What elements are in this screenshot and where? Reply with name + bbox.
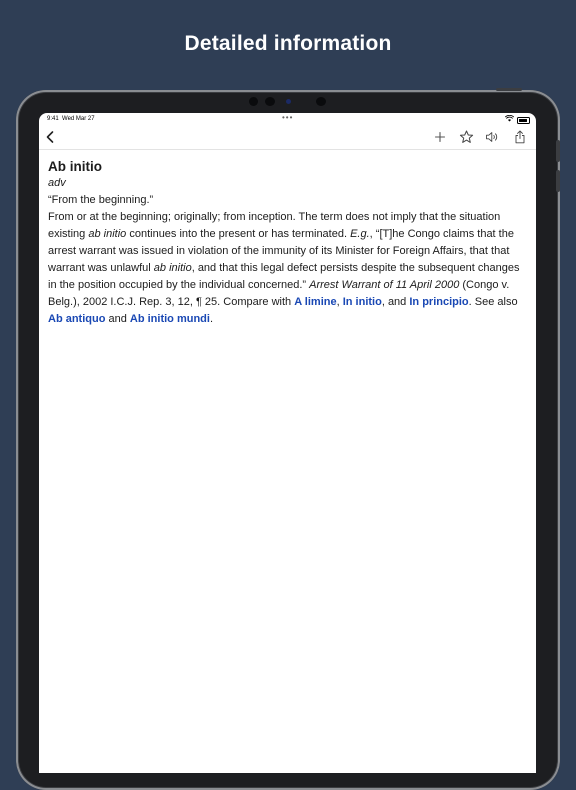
definition-text: , and xyxy=(381,296,410,308)
wifi-icon xyxy=(505,115,514,124)
definition-text: continues into the present or has terminated. xyxy=(126,228,351,240)
status-time: 9:41 Wed Mar 27 xyxy=(47,116,95,122)
entry-gloss: “From the beginning.” xyxy=(48,194,154,206)
part-of-speech: adv xyxy=(48,177,66,189)
volume-button xyxy=(556,170,560,192)
definition-text: (Congo v. Belg.), 2002 I.C.J. Rep. 3, 12, ¶ 25. Compare with xyxy=(48,279,510,308)
cross-reference-link[interactable]: In initio xyxy=(342,296,382,308)
app-screen xyxy=(39,113,536,773)
definition-text: and xyxy=(105,313,130,325)
camera-dot xyxy=(316,97,326,106)
entry-content xyxy=(39,150,536,328)
cross-reference-link[interactable]: Ab antiquo xyxy=(48,313,106,325)
cross-reference-link[interactable]: A limine xyxy=(294,296,337,308)
definition-text: , “[T]he Congo claims that the arrest warrant was issued in violation of the immunity of its Minister for Foreign Affairs, that that warrant was unlawful xyxy=(48,228,514,274)
italic-text: ab initio xyxy=(153,262,192,274)
plus-icon[interactable] xyxy=(431,128,449,146)
italic-text: E.g. xyxy=(350,228,370,240)
share-icon[interactable] xyxy=(511,128,529,146)
top-button xyxy=(496,88,522,91)
camera-dot xyxy=(265,97,275,106)
cross-reference-link[interactable]: Ab initio mundi xyxy=(129,313,210,325)
cross-reference-link[interactable]: In principio xyxy=(409,296,469,308)
definition-text: , xyxy=(336,296,343,308)
definition-text: . See also xyxy=(468,296,518,308)
italic-text: ab initio xyxy=(88,228,127,240)
navigation-bar xyxy=(39,125,536,150)
definition-text: From or at the beginning; originally; from inception. The term does not imply that the situation existing xyxy=(48,211,501,240)
entry-definition xyxy=(48,209,527,328)
entry-term: Ab initio xyxy=(48,159,102,174)
marketing-headline: Detailed information xyxy=(184,32,392,55)
camera-dot xyxy=(286,99,291,104)
battery-icon xyxy=(517,117,530,124)
definition-text: , and that this legal defect persists despite the subsequent changes in the position occupied by the individual concerned.” xyxy=(48,262,520,291)
camera-dot xyxy=(249,97,258,106)
volume-button xyxy=(556,140,560,162)
status-bar xyxy=(39,113,536,125)
italic-text: Arrest Warrant of 11 April 2000 xyxy=(309,279,460,291)
back-chevron-icon[interactable] xyxy=(41,128,59,146)
star-icon[interactable] xyxy=(457,128,475,146)
definition-text: . xyxy=(209,313,214,325)
speaker-icon[interactable] xyxy=(483,128,501,146)
multitask-dots[interactable]: ••• xyxy=(282,113,294,122)
